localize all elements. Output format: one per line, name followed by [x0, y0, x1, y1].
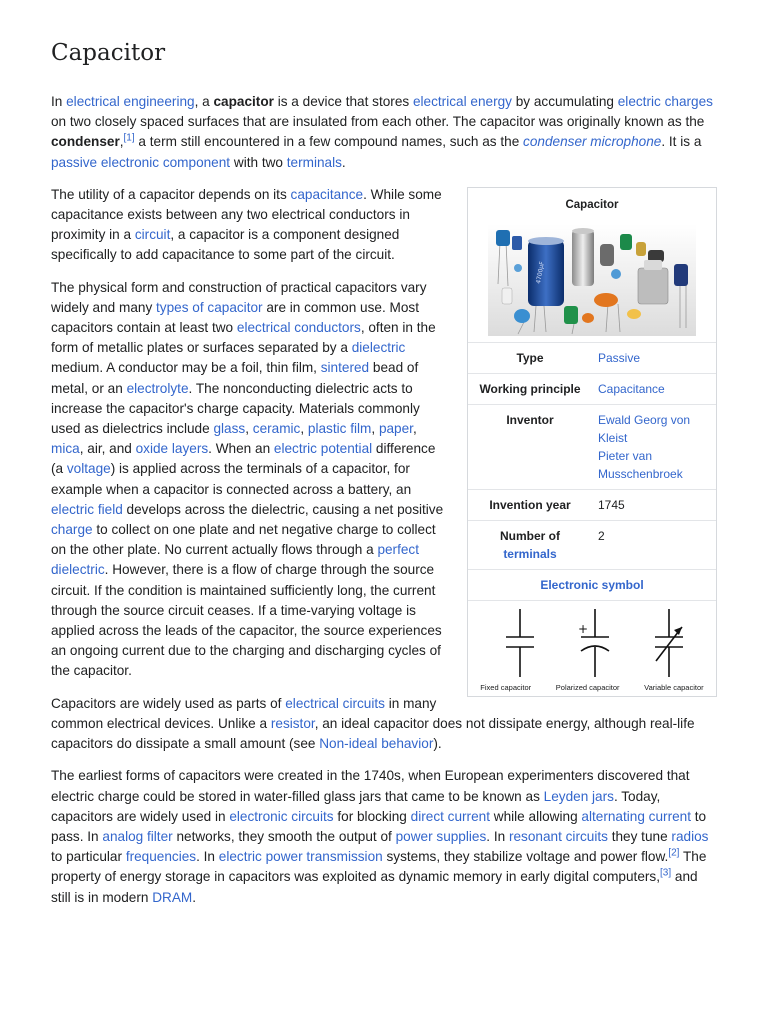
text-run: to particular [51, 849, 126, 865]
text-run: The utility of a capacitor depends on its [51, 186, 291, 202]
article-link[interactable]: electrical circuits [285, 695, 385, 711]
symbol-image[interactable] [468, 601, 716, 683]
infobox-value-text: 2 [598, 528, 605, 543]
article-link[interactable]: glass [213, 421, 246, 437]
article-link[interactable]: electric power transmission [218, 849, 383, 865]
infobox-title: Capacitor [565, 198, 619, 211]
text-run: for blocking [333, 808, 411, 824]
article-link[interactable]: electric field [51, 501, 123, 517]
article-link[interactable]: electronic circuits [229, 808, 334, 824]
text-run: a term still encountered in a few compound names, such as the [134, 134, 524, 150]
infobox-value-link[interactable]: Capacitance [598, 381, 665, 396]
infobox-value [592, 347, 716, 369]
text-run: by accumulating [511, 94, 618, 109]
infobox-label: Working principle [479, 381, 581, 396]
article-link[interactable]: electrical engineering [66, 94, 195, 109]
infobox-label: Type [516, 350, 544, 365]
symbol-label: Polarized capacitor [555, 682, 620, 692]
article-link[interactable]: dielectric [351, 340, 406, 356]
article-link[interactable]: plastic film [307, 421, 372, 437]
text-run: The property of energy storage in capacitors was exploited as dynamic memory in early digital computers, [51, 849, 707, 885]
text-run: , a capacitor is a component designed specifically to add capacitance to some part of the circuit. [51, 227, 400, 263]
bold-term: condenser [51, 134, 120, 150]
text-run: on two closely spaced surfaces that are insulated from each other. The capacitor was originally known as the [51, 114, 705, 130]
infobox-label-text: Number of [500, 528, 560, 543]
infobox-row [468, 405, 716, 490]
article-link[interactable]: oxide layers [135, 441, 209, 457]
text-run: The physical form and construction of practical capacitors vary widely and many [51, 279, 427, 315]
text-run: bead of metal, or an [51, 360, 419, 396]
capacitors-photo [488, 224, 696, 336]
citation-link[interactable]: [1] [123, 132, 135, 144]
article-link[interactable]: analog filter [102, 828, 173, 844]
infobox-label [468, 525, 592, 565]
article-link[interactable]: voltage [66, 461, 111, 477]
infobox-label-link[interactable]: terminals [503, 546, 557, 561]
article-link[interactable]: DRAM [152, 889, 193, 905]
article-link[interactable]: radios [671, 828, 709, 844]
text-run: , air, and [79, 441, 136, 457]
text-run: . While some capacitance exists between any two electrical conductors in proximity in a [51, 186, 442, 243]
text-run: , an ideal capacitor does not dissipate energy, although real-life capacitors do dissipate a small amount (see [51, 715, 695, 752]
text-run: networks, they smooth the output of [172, 828, 396, 844]
electronic-symbol-heading[interactable]: Electronic symbol [468, 570, 716, 601]
text-run: The earliest forms of capacitors were created in the 1740s, when European experimenters discovered that electric charge could be stored in water-filled glass jars that came to be known as [51, 768, 690, 804]
text-run: are in common use. Most capacitors contain at least two [51, 299, 419, 336]
article-link[interactable]: Non-ideal behavior [319, 736, 434, 752]
article-link[interactable]: capacitance [290, 186, 364, 202]
text-run: . The nonconducting dielectric acts to increase the capacitor's charge capacity. Materials commonly used as dielectrics include [51, 380, 420, 437]
text-run: with two [230, 154, 287, 170]
text-run: in many common electrical devices. Unlike a [51, 695, 437, 731]
text-run: . Today, capacitors are widely used in [51, 788, 661, 824]
text-run: , [119, 134, 124, 150]
text-run: they tune [607, 828, 672, 844]
article-link[interactable]: sintered [320, 360, 370, 376]
symbol-label: Fixed capacitor [480, 682, 532, 692]
text-run: , often in the form of metallic plates or surfaces separated by a [51, 320, 436, 356]
text-run: . [192, 889, 197, 905]
article-link[interactable]: alternating current [581, 808, 691, 824]
text-run: is a device that stores [273, 94, 413, 109]
article-link[interactable]: Leyden jars [543, 788, 614, 804]
svg-text:4700µF: 4700µF [535, 260, 546, 285]
article-link[interactable]: passive electronic component [51, 154, 231, 170]
article-link[interactable]: ceramic [252, 421, 301, 437]
article-link[interactable]: electrical energy [412, 94, 512, 109]
article-link[interactable]: circuit [134, 227, 171, 243]
infobox-row [468, 343, 716, 374]
text-run: . It is a [661, 134, 702, 150]
text-run: , a [194, 94, 214, 109]
infobox-value-text: 1745 [598, 497, 625, 512]
text-run: . When an [208, 441, 274, 457]
text-run: ). [433, 736, 442, 752]
article-body [51, 92, 717, 920]
paragraph-uses [51, 694, 717, 755]
article-link[interactable]: electric charges [617, 94, 713, 109]
article-link[interactable]: resistor [270, 715, 315, 731]
infobox-rows [468, 343, 716, 570]
text-run: and still is in modern [51, 869, 698, 905]
text-run: Capacitors are widely used as parts of [51, 695, 286, 711]
infobox-value [592, 378, 716, 400]
text-run: medium. A conductor may be a foil, thin film, [51, 360, 321, 376]
text-run: to collect on one plate and net negative charge to collect on the other plate. No current actually flows through a [51, 522, 436, 558]
text-run: . However, there is a flow of charge through the source circuit. If the condition is maintained sufficiently long, the current through the source circuit ceases. If a time-varying voltage is applied across the leads of the capacitor, the source experiences an ongoing current due to the charging and discharging cycles of the capacitor. [51, 562, 442, 679]
text-run: . [341, 154, 346, 170]
article-link[interactable]: frequencies [125, 849, 197, 865]
article-link[interactable]: direct current [410, 808, 490, 824]
text-run: . In [196, 849, 219, 865]
text-run: ) is applied across the terminals of a capacitor, for example when a capacitor is connected across a battery, an [51, 461, 412, 497]
infobox-value-link[interactable]: Ewald Georg von Kleist [598, 412, 691, 445]
infobox-label: Invention year [489, 497, 571, 512]
paragraph-intro [51, 92, 717, 173]
article-link[interactable]: condenser microphone [523, 134, 662, 150]
infobox-value [592, 409, 716, 485]
capacitor-symbols-diagram [474, 605, 710, 679]
citation-link[interactable]: [3] [659, 867, 672, 879]
article-link[interactable]: types of capacitor [156, 299, 263, 315]
symbol-labels [468, 683, 716, 696]
article-link[interactable]: electrolyte [126, 380, 189, 396]
article-link[interactable]: paper [378, 421, 413, 437]
text-run: systems, they stabilize voltage and power flow. [382, 849, 669, 865]
infobox-row [468, 374, 716, 405]
article-link[interactable]: electric potential [273, 441, 373, 457]
article-link[interactable]: charge [51, 522, 93, 538]
plus-sign: + [578, 621, 589, 636]
infobox-value [592, 494, 716, 516]
text-run: , [371, 421, 379, 437]
text-run: to pass. In [51, 808, 707, 844]
text-run: , [245, 421, 253, 437]
text-run: difference (a [51, 441, 436, 477]
citation-link[interactable]: [2] [668, 847, 680, 859]
text-run: , [412, 421, 417, 437]
infobox [467, 187, 717, 697]
bold-term: capacitor [213, 94, 274, 109]
infobox-value-link[interactable]: Pieter van Musschenbroek [598, 448, 683, 481]
text-run: while allowing [489, 808, 582, 824]
article-link[interactable]: mica [51, 441, 80, 457]
infobox-row [468, 490, 716, 521]
text-run: develops across the dielectric, causing a net positive [122, 501, 444, 517]
page-title: Capacitor [51, 40, 166, 66]
article-link[interactable]: terminals [286, 154, 342, 170]
text-run: , [300, 421, 308, 437]
paragraph-history [51, 766, 717, 907]
article-link[interactable]: resonant circuits [508, 828, 608, 844]
infobox-value-link[interactable]: Passive [598, 350, 641, 365]
text-run: In [51, 94, 67, 109]
article-link[interactable]: perfect dielectric [51, 542, 419, 578]
infobox-image[interactable] [468, 220, 716, 343]
symbol-label: Variable capacitor [644, 682, 704, 692]
infobox-row [468, 521, 716, 570]
article-link[interactable]: power supplies [395, 828, 487, 844]
article-link[interactable]: electrical conductors [236, 320, 361, 336]
text-run: . In [486, 828, 509, 844]
infobox-value [592, 525, 716, 565]
infobox-label: Inventor [506, 412, 554, 427]
